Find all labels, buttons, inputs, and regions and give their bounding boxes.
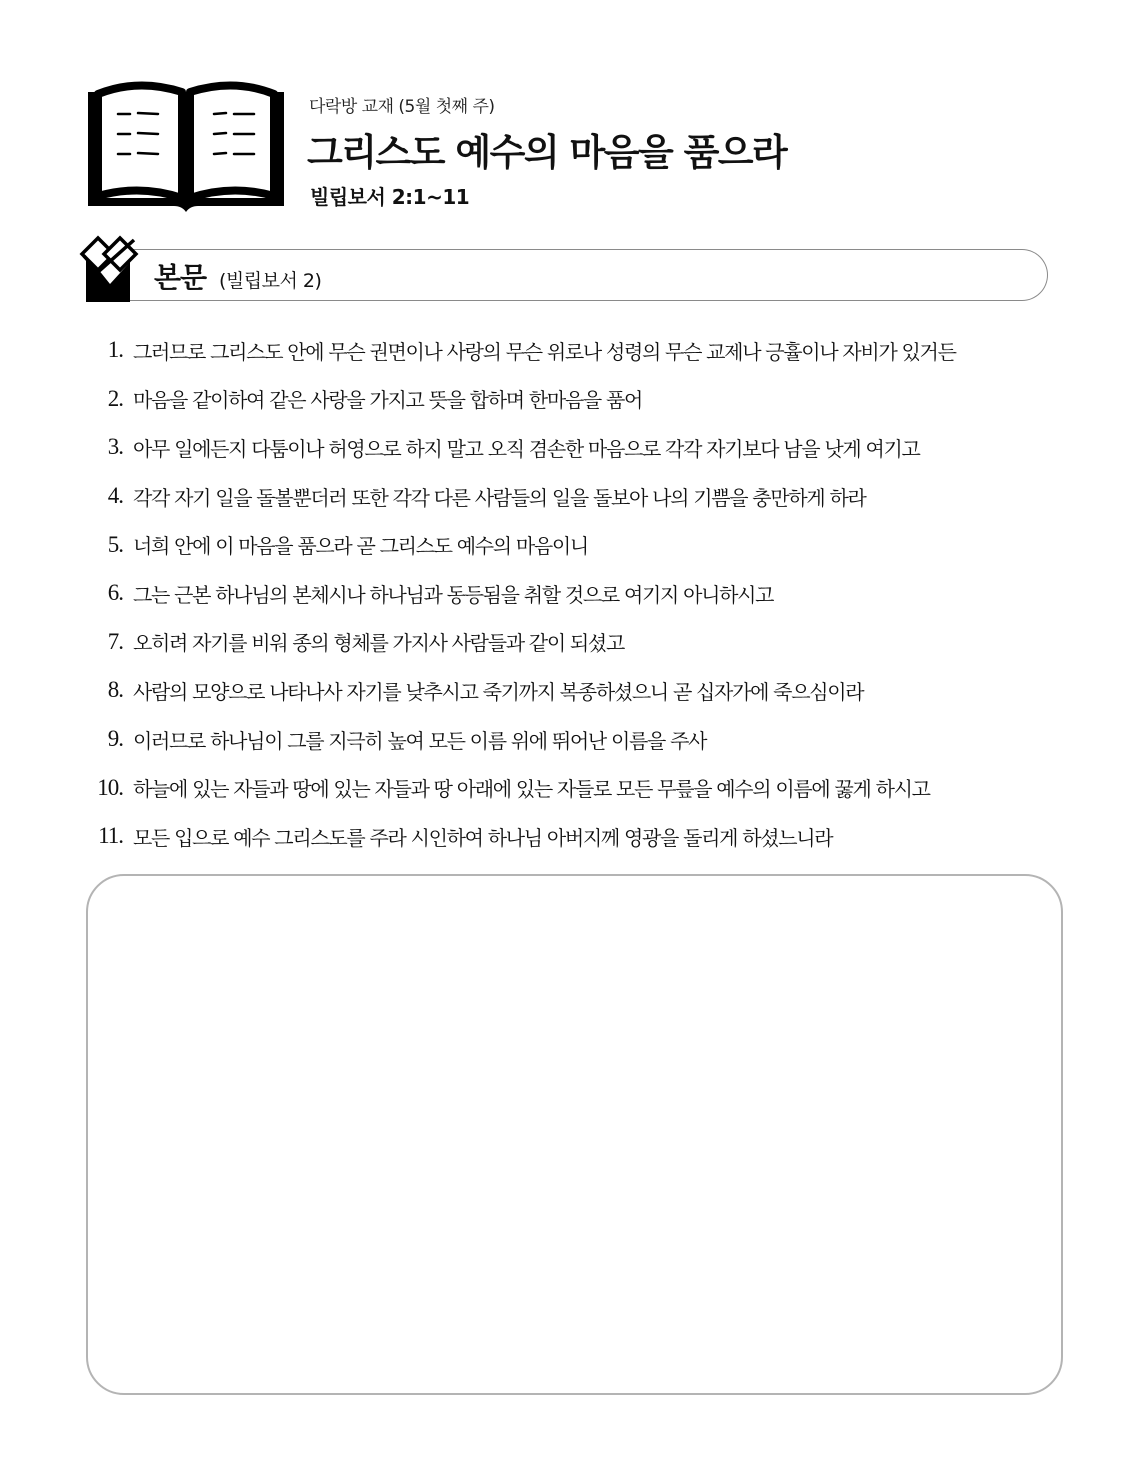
verse-text: 그는 근본 하나님의 본체시나 하나님과 동등됨을 취할 것으로 여기지 아니하시고 <box>133 582 774 607</box>
verse-number: 10. <box>97 774 123 800</box>
verse-number: 1. <box>107 337 123 363</box>
section-subtitle: (빌립보서 2) <box>219 270 322 292</box>
verse-item <box>86 569 1076 618</box>
verse-number: 5. <box>107 531 123 557</box>
verse-item <box>86 423 1076 472</box>
verse-text: 각각 자기 일을 돌볼뿐더러 또한 각각 다른 사람들의 일을 돌보아 나의 기쁨을 충만하게 하라 <box>133 485 866 510</box>
verse-item <box>86 715 1076 764</box>
verse-item <box>86 326 1076 375</box>
verse-number: 9. <box>107 726 123 752</box>
diamond-check-icon <box>76 232 142 304</box>
verse-text: 너희 안에 이 마음을 품으라 곧 그리스도 예수의 마음이니 <box>133 534 588 559</box>
verse-text: 아무 일에든지 다툼이나 허영으로 하지 말고 오직 겸손한 마음으로 각각 자기보다 남을 낫게 여기고 <box>133 436 920 461</box>
verse-number: 7. <box>107 628 123 654</box>
section-title: 본문 <box>154 261 207 294</box>
verse-item <box>86 666 1076 715</box>
verse-number: 3. <box>107 434 123 460</box>
verse-number: 6. <box>107 580 123 606</box>
verse-number: 2. <box>107 385 123 411</box>
verse-item <box>86 618 1076 667</box>
verse-item <box>86 763 1076 812</box>
verse-text: 이러므로 하나님이 그를 지극히 높여 모든 이름 위에 뛰어난 이름을 주사 <box>133 728 707 753</box>
verse-item <box>86 520 1076 569</box>
lesson-subtitle: 다락방 교재 (5월 첫째 주) <box>309 97 495 117</box>
verse-list <box>86 326 1076 861</box>
verse-number: 4. <box>107 483 123 509</box>
verse-text: 사람의 모양으로 나타나사 자기를 낮추시고 죽기까지 복종하셨으니 곧 십자가에 죽으심이라 <box>133 679 864 704</box>
verse-item <box>86 375 1076 424</box>
verse-item <box>86 812 1076 861</box>
notes-box[interactable] <box>86 874 1063 1395</box>
page-title: 그리스도 예수의 마음을 품으라 <box>307 131 787 174</box>
verse-number: 11. <box>98 823 123 849</box>
open-book-icon <box>86 78 286 214</box>
verse-number: 8. <box>107 677 123 703</box>
verse-text: 오히려 자기를 비워 종의 형체를 가지사 사람들과 같이 되셨고 <box>133 631 624 656</box>
verse-text: 하늘에 있는 자들과 땅에 있는 자들과 땅 아래에 있는 자들로 모든 무릎을 예수의 이름에 꿇게 하시고 <box>133 777 930 802</box>
verse-item <box>86 472 1076 521</box>
verse-text: 마음을 같이하여 같은 사랑을 가지고 뜻을 합하며 한마음을 품어 <box>133 388 642 413</box>
verse-text: 모든 입으로 예수 그리스도를 주라 시인하여 하나님 아버지께 영광을 돌리게 하셨느니라 <box>133 825 833 850</box>
scripture-reference: 빌립보서 2:1~11 <box>310 185 470 209</box>
verse-text: 그러므로 그리스도 안에 무슨 권면이나 사랑의 무슨 위로나 성령의 무슨 교제나 긍휼이나 자비가 있거든 <box>133 339 956 364</box>
